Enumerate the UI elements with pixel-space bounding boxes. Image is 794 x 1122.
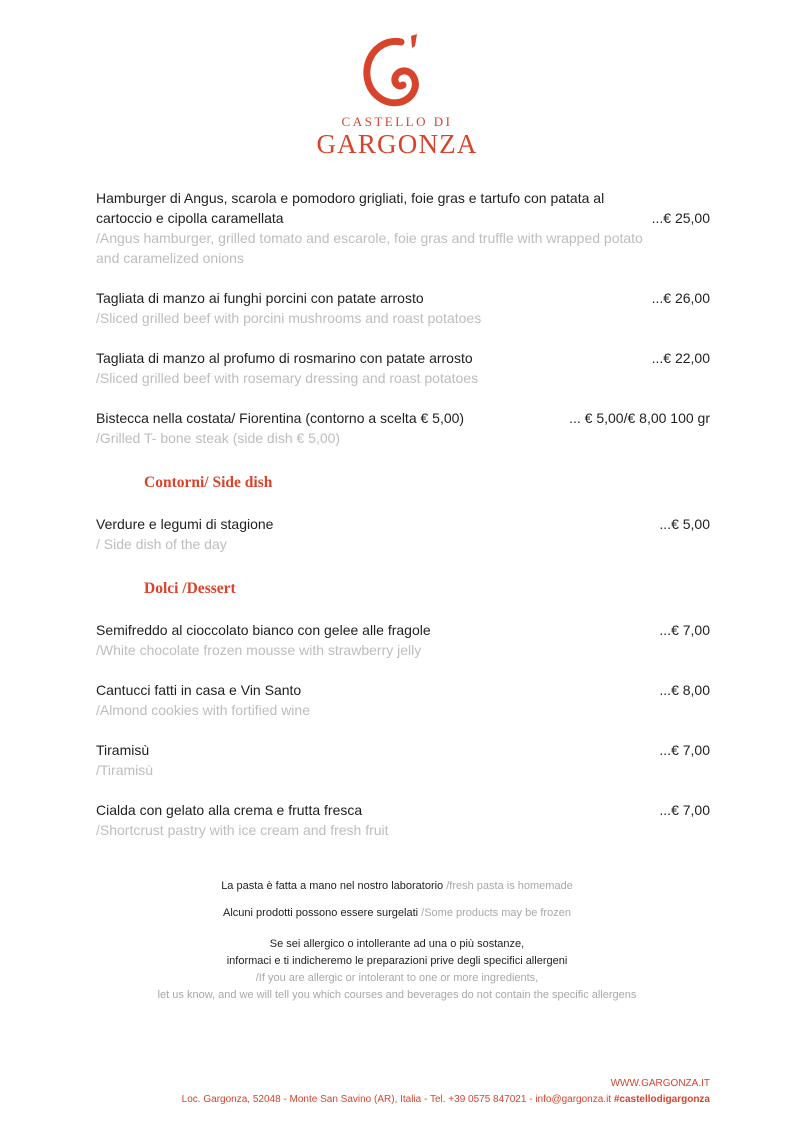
section-heading-dolci: Dolci /Dessert: [144, 580, 236, 597]
note-frozen-en: /Some products may be frozen: [421, 907, 571, 919]
menu-item: [96, 620, 710, 660]
item-price: ...€ 22,00: [651, 350, 710, 366]
item-translation: /White chocolate frozen mousse with strawberry jelly: [96, 642, 422, 658]
item-translation: /Angus hamburger, grilled tomato and escarole, foie gras and truffle with wrapped potato: [96, 230, 643, 246]
website-link[interactable]: WWW.GARGONZA.IT: [610, 1078, 710, 1089]
page-footer: [182, 1076, 710, 1108]
item-name: Verdure e legumi di stagione: [96, 516, 274, 532]
menu-notes: [0, 878, 794, 1004]
item-name: Tagliata di manzo ai funghi porcini con patate arrosto: [96, 290, 424, 306]
note-pasta-it: La pasta è fatta a mano nel nostro laboratorio: [221, 880, 447, 892]
footer-address-text: Loc. Gargonza, 52048 - Monte San Savino (AR), Italia - Tel. +39 0575 847021 - info@gargonza.it: [181, 1094, 614, 1105]
menu-list: [96, 188, 710, 860]
item-price: ...€ 8,00: [659, 682, 710, 698]
footer-hashtag: #castellodigargonza: [613, 1094, 710, 1105]
item-price: ...€ 7,00: [659, 802, 710, 818]
note-allergy-en: let us know, and we will tell you which courses and beverages do not contain the specific allergens: [157, 989, 637, 1001]
item-translation: /Sliced grilled beef with rosemary dressing and roast potatoes: [96, 370, 479, 386]
gargonza-g-logo-icon: [357, 28, 437, 110]
item-name: Tagliata di manzo al profumo di rosmarino con patate arrosto: [96, 350, 473, 366]
note-allergy-en: /If you are allergic or intolerant to one or more ingredients,: [255, 972, 539, 984]
note-allergy-it: Se sei allergico o intollerante ad una o più sostanze,: [269, 938, 525, 950]
brand-line2: GARGONZA: [316, 129, 478, 159]
item-price: ...€ 5,00: [659, 516, 710, 532]
note-allergy-it: informaci e ti indicheremo le preparazioni prive degli specifici allergeni: [226, 955, 568, 967]
item-name: Cialda con gelato alla crema e frutta fresca: [96, 802, 363, 818]
item-price: ...€ 7,00: [659, 742, 710, 758]
menu-item: [96, 800, 710, 840]
menu-item: [96, 680, 710, 720]
menu-item: [96, 288, 710, 328]
item-name: Semifreddo al cioccolato bianco con gelee alle fragole: [96, 622, 431, 638]
note-frozen-it: Alcuni prodotti possono essere surgelati: [223, 907, 422, 919]
item-price: ...€ 7,00: [659, 622, 710, 638]
menu-item: [96, 188, 710, 268]
brand-logo: [0, 28, 794, 158]
note-allergy: [0, 936, 794, 1004]
menu-item: [96, 740, 710, 780]
item-translation: and caramelized onions: [96, 250, 244, 266]
item-name: cartoccio e cipolla caramellata: [96, 210, 284, 226]
item-translation: /Shortcrust pastry with ice cream and fresh fruit: [96, 822, 389, 838]
item-name: Cantucci fatti in casa e Vin Santo: [96, 682, 302, 698]
item-price: ...€ 26,00: [651, 290, 710, 306]
menu-item: [96, 408, 710, 448]
item-name: Tiramisù: [96, 742, 150, 758]
item-price: ... € 5,00/€ 8,00 100 gr: [569, 410, 710, 426]
item-translation: / Side dish of the day: [96, 536, 227, 552]
item-translation: /Tiramisù: [96, 762, 154, 778]
item-translation: /Almond cookies with fortified wine: [96, 702, 310, 718]
item-name: Bistecca nella costata/ Fiorentina (contorno a scelta € 5,00): [96, 410, 465, 426]
item-name: Hamburger di Angus, scarola e pomodoro grigliati, foie gras e tartufo con patata al: [96, 190, 605, 206]
note-pasta: [0, 878, 794, 895]
menu-item: [96, 514, 710, 554]
item-translation: /Grilled T- bone steak (side dish € 5,00): [96, 430, 341, 446]
note-frozen: [0, 905, 794, 922]
menu-item: [96, 348, 710, 388]
item-price: ...€ 25,00: [651, 210, 710, 226]
brand-line1: CASTELLO DI: [341, 114, 453, 129]
note-pasta-en: /fresh pasta is homemade: [446, 880, 573, 892]
item-translation: /Sliced grilled beef with porcini mushrooms and roast potatoes: [96, 310, 482, 326]
section-heading-contorni: Contorni/ Side dish: [144, 474, 273, 491]
footer-address: [182, 1092, 710, 1108]
